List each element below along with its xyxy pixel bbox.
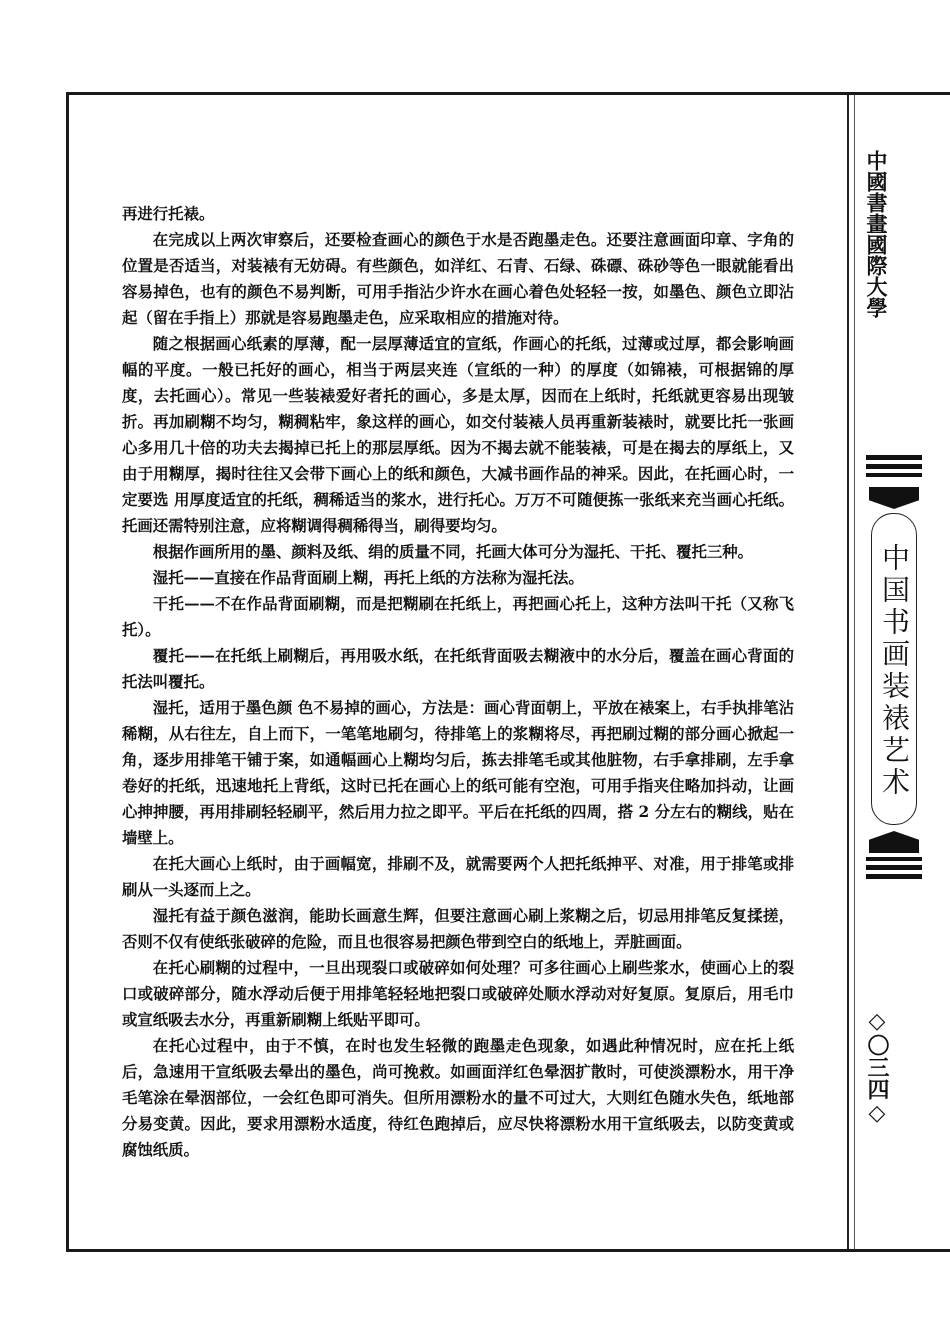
paragraph: 湿托有益于颜色滋润，能助长画意生辉，但要注意画心刷上浆糊之后，切忌用排笔反复揉搓，否则不仅有使纸张破碎的危险，而且也很容易把颜色带到空白的纸地上，弄脏画面。: [122, 907, 794, 951]
body-text: [122, 201, 794, 1163]
paragraph: 湿托——直接在作品背面刷上糊，再托上纸的方法称为湿托法。: [152, 569, 584, 587]
paragraph: 湿托，适用于墨色颜 色不易掉的画心，方法是：画心背面朝上，平放在裱案上，右手执排笔沾稀糊，从右往左，自上而下，一笔笔地刷匀，待排笔上的浆糊将尽，再把刷过糊的部分画心掀起一角，逐步用排笔干铺于案，如通幅画心上糊均匀后，拣去排笔毛或其他脏物，右手拿排刷，左手拿卷好的托纸，迅速地托上背纸，这时已托在画心上的纸可能有空泡，可用手指夹住略加抖动，让画心抻抻腰，再用排刷轻轻刷平，然后用力拉之即平。平后在托纸的四周，搭 2 分左右的糊线，贴在墙壁上。: [122, 699, 794, 847]
paragraph: 在托心过程中，由于不慎，在时也发生轻微的跑墨走色现象，如遇此种情况时，应在托上纸后，急速用干宣纸吸去晕出的墨色，尚可挽救。如画面洋红色晕洇扩散时，可使淡漂粉水，用干净毛笔涂在晕洇部位，一会红色即可消失。但所用漂粉水的量不可过大，大则红色随水失色，纸地部分易变黄。因此，要求用漂粉水适度，待红色跑掉后，应尽快将漂粉水用干宣纸吸去，以防变黄或腐蚀纸质。: [122, 1037, 794, 1159]
school-name: 中國書畫國際大學: [864, 150, 889, 318]
book-title: 中国书画装裱艺术: [878, 543, 911, 799]
sidebar-rule-inner: [854, 95, 855, 1249]
paragraph: 随之根据画心纸素的厚薄，配一层厚薄适宜的宣纸，作画心的托纸，过薄或过厚，都会影响画幅的平度。一般已托好的画心，相当于两层夹连（宣纸的一种）的厚度（如锦裱，可根据锦的厚度，去托画心）。常见一些装裱爱好者托的画心，多是太厚，因而在上纸时，托纸就更容易出现皱折。再加刷糊不均匀，糊稠粘牢，象这样的画心，如交付装裱人员再重新装裱时，就要比托一张画心多用几十倍的功夫去揭掉已托上的那层厚纸。因为不揭去就不能装裱，可是在揭去的厚纸上，又由于用糊厚，揭时往往又会带下画心上的纸和颜色，大减书画作品的神采。因此，在托画心时，一定要选 用厚度适宜的托纸，稠稀适当的浆水，进行托心。万万不可随便拣一张纸来充当画心托纸。托画还需特别注意，应将糊调得稠稀得当，刷得要均匀。: [122, 335, 794, 535]
page-number: ◇〇三四◇: [864, 1008, 890, 1126]
paragraph: 再进行托裱。: [122, 205, 215, 223]
banner-top-ornament: [869, 487, 919, 509]
sidebar-rule: [847, 95, 849, 1249]
paragraph: 干托——不在作品背面刷糊，而是把糊刷在托纸上，再把画心托上，这种方法叫干托（又称飞托）。: [122, 595, 794, 639]
paragraph: 根据作画所用的墨、颜料及纸、绢的质量不同，托画大体可分为湿托、干托、覆托三种。: [152, 543, 754, 561]
banner-bottom-ornament: [869, 831, 919, 853]
decorative-bars-bottom: [866, 857, 922, 883]
paragraph: 在完成以上两次审察后，还要检查画心的颜色于水是否跑墨走色。还要注意画面印章、字角的位置是否适当，对装裱有无妨碍。有些颜色，如洋红、石青、石绿、硃磦、硃砂等色一眼就能看出容易掉色，也有的颜色不易判断，可用手指沾少许水在画心着色处轻轻一按，如墨色、颜色立即沾起（留在手指上）那就是容易跑墨走色，应采取相应的措施对待。: [122, 231, 794, 327]
paragraph: 在托心刷糊的过程中，一旦出现裂口或破碎如何处理？可多往画心上刷些浆水，使画心上的裂口或破碎部分，随水浮动后便于用排笔轻轻地把裂口或破碎处顺水浮动对好复原。复原后，用毛巾或宣纸吸去水分，再重新刷糊上纸贴平即可。: [122, 959, 794, 1029]
paragraph: 在托大画心上纸时，由于画幅宽，排刷不及，就需要两个人把托纸抻平、对准，用于排笔或排刷从一头逐而上之。: [122, 855, 794, 899]
book-title-block: [866, 455, 922, 887]
decorative-bars-top: [866, 455, 922, 481]
paragraph: 覆托——在托纸上刷糊后，再用吸水纸，在托纸背面吸去糊液中的水分后，覆盖在画心背面的托法叫覆托。: [122, 647, 794, 691]
